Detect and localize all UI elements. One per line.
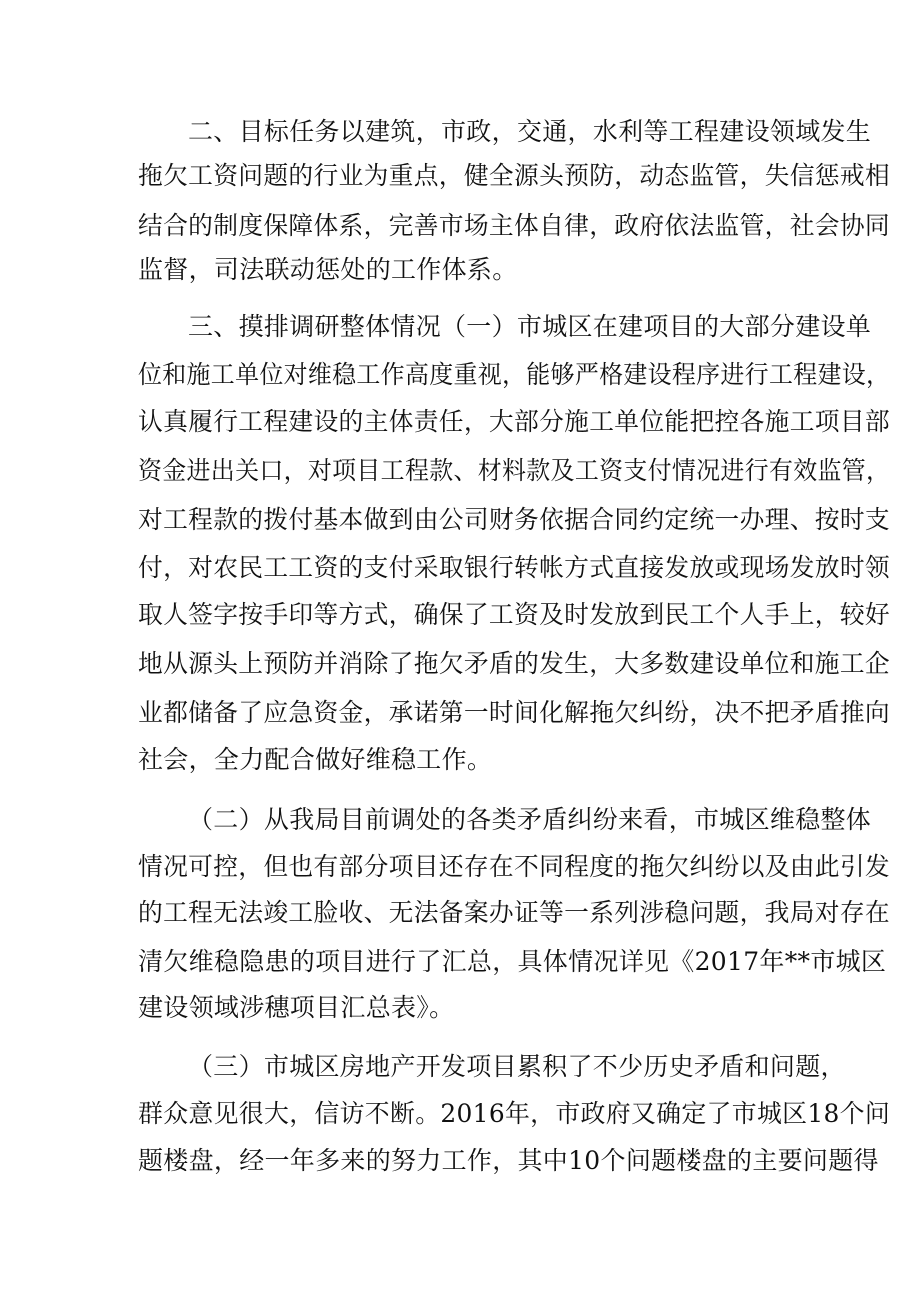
text-line-12: 地从源头上预防并消除了拖欠矛盾的发生，大多数建设单位和施工企	[138, 649, 891, 678]
text-line-5: 三、摸排调研整体情况（一）市城区在建项目的大部分建设单	[188, 312, 872, 341]
text-line-2: 拖欠工资问题的行业为重点，健全源头预防，动态监管，失信惩戒相	[138, 161, 891, 190]
text-line-7: 认真履行工程建设的主体责任，大部分施工单位能把控各施工项目部	[138, 407, 891, 436]
text-line-18: 清欠维稳隐患的项目进行了汇总，具体情况详见《2017年**市城区	[138, 947, 887, 976]
text-line-1: 二、目标任务以建筑，市政，交通，水利等工程建设领域发生	[188, 117, 872, 146]
text-line-16: 情况可控，但也有部分项目还存在不同程度的拖欠纠纷以及由此引发	[138, 852, 891, 881]
text-line-9: 对工程款的拨付基本做到由公司财务依据合同约定统一办理、按时支	[138, 505, 891, 534]
text-line-21: 群众意见很大，信访不断。2016年，市政府又确定了市城区18个问	[138, 1099, 891, 1128]
text-line-10: 付，对农民工工资的支付采取银行转帐方式直接发放或现场发放时领	[138, 553, 891, 582]
text-line-17: 的工程无法竣工脸收、无法备案办证等一系列涉稳问题，我局对存在	[138, 898, 891, 927]
text-line-4: 监督，司法联动惩处的工作体系。	[138, 255, 518, 284]
text-line-13: 业都储备了应急资金，承诺第一时间化解拖欠纠纷，决不把矛盾推向	[138, 698, 891, 727]
text-line-3: 结合的制度保障体系，完善市场主体自律，政府依法监管，社会协同	[138, 211, 891, 240]
text-line-8: 资金进出关口，对项目工程款、材料款及工资支付情况进行有效监管，	[138, 456, 891, 485]
text-line-22: 题楼盘，经一年多来的努力工作，其中10个问题楼盘的主要问题得	[138, 1146, 879, 1175]
text-line-14: 社会，全力配合做好维稳工作。	[138, 745, 493, 774]
text-line-20: （三）市城区房地产开发项目累积了不少历史矛盾和问题，	[188, 1052, 846, 1081]
text-line-6: 位和施工单位对维稳工作高度重视，能够严格建设程序进行工程建设，	[138, 360, 891, 389]
text-line-15: （二）从我局目前调处的各类矛盾纠纷来看，市城区维稳整体	[188, 805, 872, 834]
text-line-19: 建设领域涉穗项目汇总表》。	[138, 993, 455, 1022]
text-line-11: 取人签字按手印等方式，确保了工资及时发放到民工个人手上，较好	[138, 600, 891, 629]
